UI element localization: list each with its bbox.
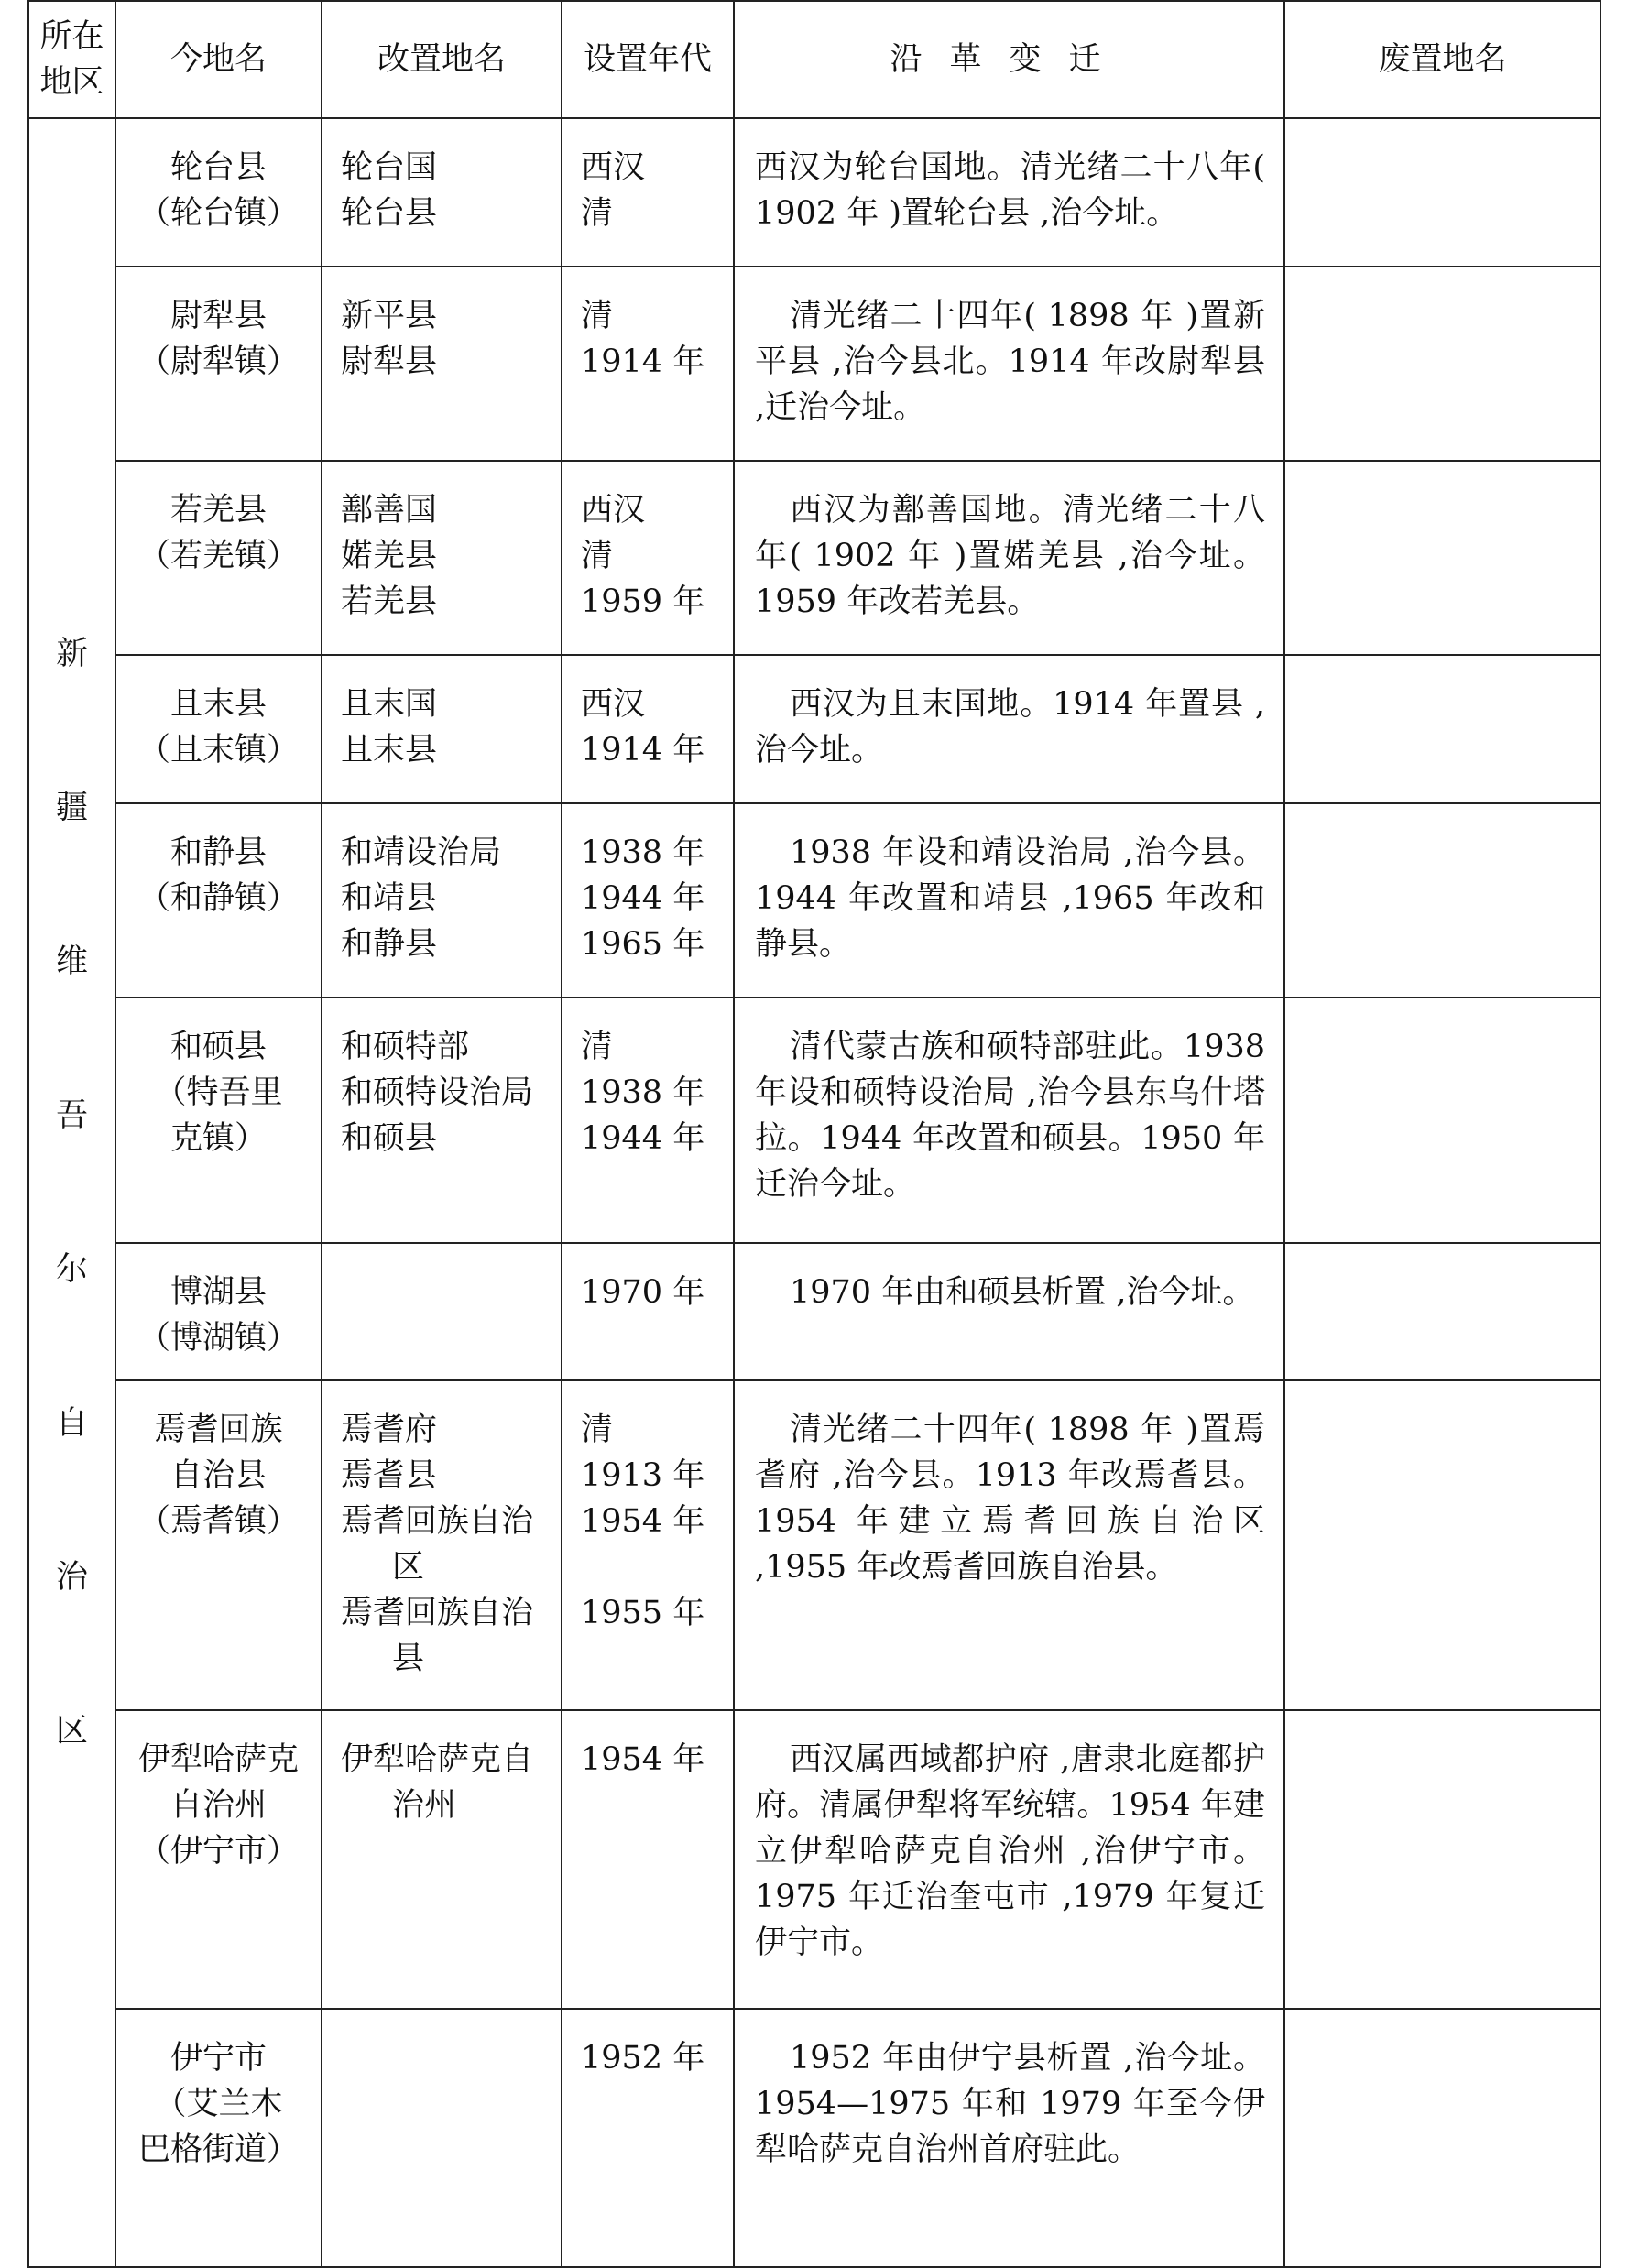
current-name-line: （博湖镇） <box>137 1320 299 1357</box>
table-row <box>28 998 1600 1243</box>
history-cell <box>734 2009 1284 2267</box>
year-line: 西汉 <box>581 686 646 723</box>
table-row <box>28 2009 1600 2267</box>
abolished-cell <box>1284 1710 1600 2009</box>
year-line: 清 <box>581 298 614 334</box>
year-line: 清 <box>581 1029 614 1065</box>
year-line: 清 <box>581 538 614 574</box>
renamed-line: 婼羌县 <box>341 538 438 574</box>
region-char: 新 <box>55 636 88 672</box>
renamed-cell <box>322 267 562 461</box>
abolished-cell <box>1284 118 1600 267</box>
year-line: 1914 年 <box>581 343 705 380</box>
year-line: 清 <box>581 1412 614 1448</box>
history-cell <box>734 1243 1284 1380</box>
year-line: 1954 年 <box>581 1741 705 1778</box>
year-line <box>581 1544 724 1590</box>
renamed-line: 和靖设治局 <box>341 834 502 871</box>
renamed-cell <box>322 803 562 998</box>
current-name-line: 博湖县 <box>169 1274 267 1311</box>
renamed-line: 和静县 <box>341 926 438 963</box>
region-char: 尔 <box>55 1251 88 1288</box>
history-cell <box>734 1710 1284 2009</box>
header-history: 沿革变迁 <box>734 1 1284 118</box>
current-name-line: （且末镇） <box>137 732 299 769</box>
renamed-cell <box>322 1243 562 1380</box>
history-cell <box>734 803 1284 998</box>
current-name-cell <box>115 118 322 267</box>
renamed-line: 轮台国 <box>341 149 438 186</box>
renamed-line: 焉耆回族自治区 <box>341 1503 534 1586</box>
current-name-line: 尉犁县 <box>169 298 267 334</box>
history-cell <box>734 655 1284 803</box>
year-line: 1970 年 <box>581 1274 705 1311</box>
history-cell <box>734 461 1284 655</box>
year-cell <box>562 998 734 1243</box>
renamed-cell <box>322 2009 562 2267</box>
renamed-line: 鄯善国 <box>341 492 438 529</box>
history-text: 西汉为轮台国地。清光绪二十八年( 1902 年 )置轮台县 ,治今址。 <box>755 149 1265 232</box>
history-cell <box>734 118 1284 267</box>
current-name-line: 克镇） <box>169 1120 267 1157</box>
renamed-line: 和硕县 <box>341 1120 438 1157</box>
year-line: 1955 年 <box>581 1595 705 1631</box>
region-char: 治 <box>55 1559 88 1596</box>
year-line: 1952 年 <box>581 2040 705 2077</box>
year-cell <box>562 1710 734 2009</box>
current-name-line: 自治州 <box>169 1787 267 1824</box>
table-row <box>28 655 1600 803</box>
renamed-cell <box>322 1380 562 1710</box>
table-row <box>28 461 1600 655</box>
renamed-cell <box>322 998 562 1243</box>
renamed-line: 和硕特设治局 <box>341 1074 534 1111</box>
year-line: 1938 年 <box>581 1074 705 1111</box>
year-line: 1954 年 <box>581 1503 705 1540</box>
header-region: 所在 地区 <box>28 1 115 118</box>
year-line: 西汉 <box>581 149 646 186</box>
abolished-cell <box>1284 998 1600 1243</box>
current-name-cell <box>115 1243 322 1380</box>
renamed-cell <box>322 1710 562 2009</box>
table-row <box>28 1243 1600 1380</box>
current-name-line: （若羌镇） <box>137 538 299 574</box>
year-line: 1944 年 <box>581 1120 705 1157</box>
history-text: 清光绪二十四年( 1898 年 )置新平县 ,治今县北。1914 年改尉犁县 ,迁治今址。 <box>755 298 1265 426</box>
current-name-line: （轮台镇） <box>137 195 299 232</box>
renamed-line: 和硕特部 <box>341 1029 470 1065</box>
history-text: 清光绪二十四年( 1898 年 )置焉耆府 ,治今县。1913 年改焉耆县。1954 年建立焉耆回族自治区 ,1955 年改焉耆回族自治县。 <box>755 1412 1265 1586</box>
history-text: 西汉为且末国地。1914 年置县 ,治今址。 <box>755 686 1265 769</box>
year-cell <box>562 2009 734 2267</box>
abolished-cell <box>1284 267 1600 461</box>
renamed-cell <box>322 118 562 267</box>
year-line: 1944 年 <box>581 880 705 917</box>
renamed-line: 焉耆府 <box>341 1412 438 1448</box>
header-year: 设置年代 <box>562 1 734 118</box>
current-name-cell <box>115 803 322 998</box>
renamed-line: 新平县 <box>341 298 438 334</box>
region-char: 自 <box>55 1405 88 1442</box>
gazetteer-table <box>27 0 1601 2268</box>
current-name-cell <box>115 1380 322 1710</box>
table-row <box>28 267 1600 461</box>
year-cell <box>562 803 734 998</box>
current-name-line: （尉犁镇） <box>137 343 299 380</box>
year-line: 1965 年 <box>581 926 705 963</box>
region-char: 疆 <box>55 790 88 826</box>
renamed-line: 且末国 <box>341 686 438 723</box>
table-row <box>28 1710 1600 2009</box>
current-name-cell <box>115 998 322 1243</box>
current-name-line: 若羌县 <box>169 492 267 529</box>
abolished-cell <box>1284 1380 1600 1710</box>
renamed-line: 焉耆回族自治县 <box>341 1595 534 1677</box>
history-cell <box>734 998 1284 1243</box>
abolished-cell <box>1284 655 1600 803</box>
year-cell <box>562 118 734 267</box>
current-name-line: （和静镇） <box>137 880 299 917</box>
current-name-line: （伊宁市） <box>137 1833 299 1870</box>
current-name-cell <box>115 1710 322 2009</box>
history-text: 西汉为鄯善国地。清光绪二十八年( 1902 年 )置婼羌县 ,治今址。1959 年改若羌县。 <box>755 492 1265 620</box>
renamed-cell <box>322 655 562 803</box>
year-line: 西汉 <box>581 492 646 529</box>
history-text: 1970 年由和硕县析置 ,治今址。 <box>790 1274 1255 1311</box>
region-char: 吾 <box>55 1097 88 1134</box>
current-name-cell <box>115 2009 322 2267</box>
current-name-cell <box>115 655 322 803</box>
abolished-cell <box>1284 461 1600 655</box>
region-char: 维 <box>55 943 88 980</box>
region-cell <box>28 118 115 2267</box>
region-char: 区 <box>55 1713 88 1750</box>
current-name-cell <box>115 267 322 461</box>
renamed-line: 和靖县 <box>341 880 438 917</box>
renamed-line: 焉耆县 <box>341 1457 438 1494</box>
year-cell <box>562 461 734 655</box>
abolished-cell <box>1284 2009 1600 2267</box>
renamed-line: 且末县 <box>341 732 438 769</box>
current-name-line: 焉耆回族 <box>154 1412 283 1448</box>
table-row <box>28 803 1600 998</box>
current-name-line: 和静县 <box>169 834 267 871</box>
year-line: 1914 年 <box>581 732 705 769</box>
table-header-row <box>28 1 1600 118</box>
year-cell <box>562 655 734 803</box>
header-abolished: 废置地名 <box>1284 1 1600 118</box>
current-name-line: 和硕县 <box>169 1029 267 1065</box>
year-line: 1959 年 <box>581 583 705 620</box>
renamed-line: 轮台县 <box>341 195 438 232</box>
current-name-line: 伊宁市 <box>169 2040 267 2077</box>
year-line: 清 <box>581 195 614 232</box>
year-line: 1913 年 <box>581 1457 705 1494</box>
renamed-line: 伊犁哈萨克自治州 <box>341 1741 534 1824</box>
year-line: 1938 年 <box>581 834 705 871</box>
history-cell <box>734 267 1284 461</box>
header-current-name: 今地名 <box>115 1 322 118</box>
history-text: 西汉属西域都护府 ,唐隶北庭都护府。清属伊犁将军统辖。1954 年建立伊犁哈萨克自治州 ,治伊宁市。1975 年迁治奎屯市 ,1979 年复迁伊宁市。 <box>755 1741 1265 1961</box>
year-cell <box>562 267 734 461</box>
abolished-cell <box>1284 1243 1600 1380</box>
table-row <box>28 118 1600 267</box>
current-name-cell <box>115 461 322 655</box>
current-name-line: （焉耆镇） <box>137 1503 299 1540</box>
current-name-line: 巴格街道） <box>137 2132 299 2168</box>
current-name-line: 轮台县 <box>169 149 267 186</box>
renamed-line: 尉犁县 <box>341 343 438 380</box>
history-cell <box>734 1380 1284 1710</box>
current-name-line: （特吾里 <box>154 1074 283 1111</box>
current-name-line: 且末县 <box>169 686 267 723</box>
history-text: 1938 年设和靖设治局 ,治今县。1944 年改置和靖县 ,1965 年改和静县。 <box>755 834 1265 963</box>
current-name-line: （艾兰木 <box>154 2086 283 2122</box>
table-row <box>28 1380 1600 1710</box>
current-name-line: 伊犁哈萨克 <box>137 1741 299 1778</box>
header-renamed: 改置地名 <box>322 1 562 118</box>
renamed-line: 若羌县 <box>341 583 438 620</box>
abolished-cell <box>1284 803 1600 998</box>
history-text: 1952 年由伊宁县析置 ,治今址。1954—1975 年和 1979 年至今伊犁哈萨克自治州首府驻此。 <box>755 2040 1265 2168</box>
history-text: 清代蒙古族和硕特部驻此。1938 年设和硕特设治局 ,治今县东乌什塔拉。1944 年改置和硕县。1950 年迁治今址。 <box>755 1029 1265 1203</box>
renamed-cell <box>322 461 562 655</box>
year-cell <box>562 1380 734 1710</box>
year-cell <box>562 1243 734 1380</box>
current-name-line: 自治县 <box>169 1457 267 1494</box>
